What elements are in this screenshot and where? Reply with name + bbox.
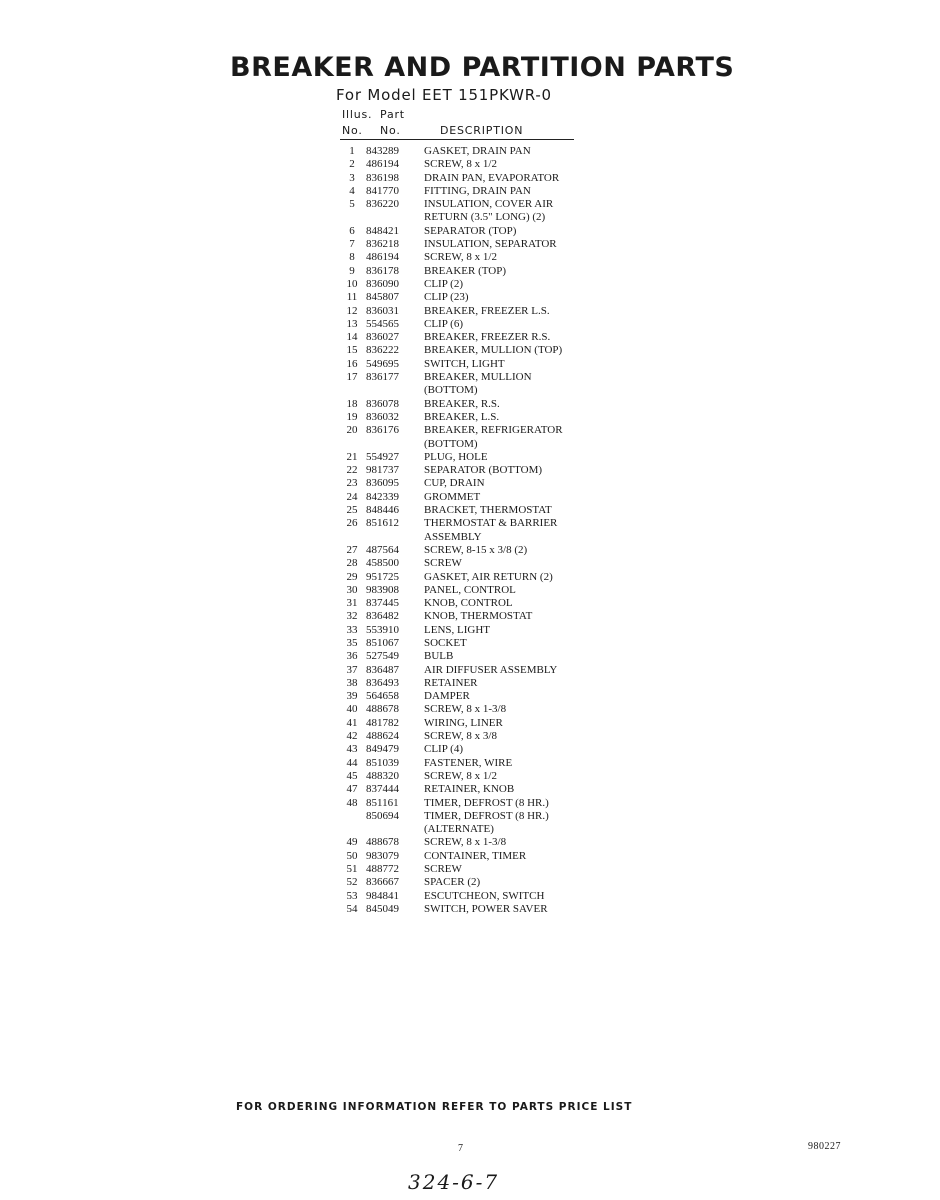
illus-no-cell: 28 bbox=[346, 557, 358, 570]
header-rule bbox=[340, 139, 574, 140]
part-no-cell: 564658 bbox=[366, 690, 399, 703]
description-cell: BREAKER, L.S. bbox=[424, 410, 500, 423]
illus-no-cell: 43 bbox=[346, 743, 358, 756]
table-row bbox=[340, 384, 640, 397]
description-cell: TIMER, DEFROST (8 HR.) bbox=[424, 809, 549, 822]
table-row bbox=[340, 544, 640, 557]
description-cell: RETAINER, KNOB bbox=[424, 783, 515, 796]
table-row bbox=[340, 810, 640, 823]
parts-table bbox=[340, 145, 640, 916]
part-no-cell: 984841 bbox=[366, 889, 399, 902]
table-row bbox=[340, 172, 640, 185]
description-cell: GASKET, AIR RETURN (2) bbox=[424, 570, 553, 583]
illus-no-cell: 9 bbox=[349, 264, 355, 277]
description-cell: ESCUTCHEON, SWITCH bbox=[424, 889, 545, 902]
part-no-cell: 836218 bbox=[366, 238, 399, 251]
description-cell: RETAINER bbox=[424, 676, 478, 689]
part-no-cell: 848446 bbox=[366, 504, 399, 517]
header-illus-no: No. bbox=[342, 124, 363, 137]
illus-no-cell: 40 bbox=[346, 703, 358, 716]
description-cell: BREAKER, R.S. bbox=[424, 397, 500, 410]
illus-no-cell: 22 bbox=[346, 464, 358, 477]
part-no-cell: 549695 bbox=[366, 357, 399, 370]
table-row bbox=[340, 797, 640, 810]
illus-no-cell: 5 bbox=[349, 198, 355, 211]
part-no-cell: 849479 bbox=[366, 743, 399, 756]
part-no-cell: 836027 bbox=[366, 331, 399, 344]
description-cell: PLUG, HOLE bbox=[424, 450, 488, 463]
part-no-cell: 486194 bbox=[366, 158, 399, 171]
illus-no-cell: 47 bbox=[346, 783, 358, 796]
illus-no-cell: 45 bbox=[346, 769, 358, 782]
description-cell: DRAIN PAN, EVAPORATOR bbox=[424, 171, 560, 184]
description-cell: BREAKER, MULLION (TOP) bbox=[424, 344, 563, 357]
part-no-cell: 836090 bbox=[366, 277, 399, 290]
description-cell: BREAKER, FREEZER R.S. bbox=[424, 331, 551, 344]
description-cell: WIRING, LINER bbox=[424, 716, 503, 729]
description-cell: GROMMET bbox=[424, 490, 481, 503]
description-cell: CLIP (2) bbox=[424, 277, 464, 290]
table-row bbox=[340, 557, 640, 570]
illus-no-cell: 38 bbox=[346, 676, 358, 689]
table-row bbox=[340, 411, 640, 424]
description-cell: ASSEMBLY bbox=[424, 530, 482, 543]
description-cell: SCREW, 8 x 1-3/8 bbox=[424, 703, 507, 716]
table-row bbox=[340, 158, 640, 171]
description-cell: (BOTTOM) bbox=[424, 437, 478, 450]
header-illus: Illus. bbox=[342, 108, 373, 121]
illus-no-cell: 51 bbox=[346, 863, 358, 876]
model-subtitle: For Model EET 151PKWR-0 bbox=[336, 86, 552, 104]
part-no-cell: 488320 bbox=[366, 769, 399, 782]
illus-no-cell: 16 bbox=[346, 357, 358, 370]
illus-no-cell: 30 bbox=[346, 583, 358, 596]
part-no-cell: 836031 bbox=[366, 304, 399, 317]
table-row bbox=[340, 451, 640, 464]
description-cell: SEPARATOR (BOTTOM) bbox=[424, 464, 543, 477]
part-no-cell: 488772 bbox=[366, 863, 399, 876]
part-no-cell: 836078 bbox=[366, 397, 399, 410]
description-cell: PANEL, CONTROL bbox=[424, 583, 516, 596]
table-row bbox=[340, 677, 640, 690]
table-row bbox=[340, 650, 640, 663]
part-no-cell bbox=[364, 531, 424, 544]
description-cell: SCREW bbox=[424, 557, 462, 570]
part-no-cell: 836176 bbox=[366, 424, 399, 437]
illus-no-cell: 52 bbox=[346, 876, 358, 889]
table-row bbox=[340, 477, 640, 490]
table-row bbox=[340, 783, 640, 796]
description-cell: KNOB, CONTROL bbox=[424, 597, 513, 610]
illus-no-cell: 53 bbox=[346, 889, 358, 902]
part-no-cell: 554927 bbox=[366, 450, 399, 463]
description-cell: SCREW, 8 x 1/2 bbox=[424, 158, 497, 171]
description-cell: FASTENER, WIRE bbox=[424, 756, 513, 769]
illus-no-cell: 26 bbox=[346, 517, 358, 530]
description-cell: THERMOSTAT & BARRIER bbox=[424, 517, 558, 530]
illus-no-cell: 15 bbox=[346, 344, 358, 357]
description-cell: SPACER (2) bbox=[424, 876, 481, 889]
description-cell: CLIP (4) bbox=[424, 743, 464, 756]
illus-no-cell: 29 bbox=[346, 570, 358, 583]
description-cell: BREAKER, FREEZER L.S. bbox=[424, 304, 550, 317]
description-cell: DAMPER bbox=[424, 690, 470, 703]
part-no-cell: 488678 bbox=[366, 703, 399, 716]
illus-no-cell: 20 bbox=[346, 424, 358, 437]
header-description: DESCRIPTION bbox=[440, 124, 524, 137]
part-no-cell: 851612 bbox=[366, 517, 399, 530]
table-row bbox=[340, 198, 640, 211]
description-cell: GASKET, DRAIN PAN bbox=[424, 145, 531, 157]
table-row bbox=[340, 331, 640, 344]
page-title: BREAKER AND PARTITION PARTS bbox=[230, 52, 735, 83]
description-cell: SCREW, 8 x 1/2 bbox=[424, 251, 497, 264]
table-row bbox=[340, 504, 640, 517]
table-row bbox=[340, 238, 640, 251]
table-row bbox=[340, 571, 640, 584]
table-row bbox=[340, 278, 640, 291]
illus-no-cell bbox=[340, 531, 364, 544]
illus-no-cell bbox=[340, 384, 364, 397]
description-cell: CUP, DRAIN bbox=[424, 477, 485, 490]
part-no-cell: 481782 bbox=[366, 716, 399, 729]
part-no-cell bbox=[364, 438, 424, 451]
illus-no-cell: 24 bbox=[346, 490, 358, 503]
table-row bbox=[340, 225, 640, 238]
table-row bbox=[340, 438, 640, 451]
table-row bbox=[340, 517, 640, 530]
illus-no-cell: 25 bbox=[346, 504, 358, 517]
illus-no-cell: 19 bbox=[346, 410, 358, 423]
page-number: 7 bbox=[458, 1143, 463, 1154]
table-row bbox=[340, 610, 640, 623]
description-cell: INSULATION, SEPARATOR bbox=[424, 238, 557, 251]
description-cell: CONTAINER, TIMER bbox=[424, 849, 527, 862]
description-cell: SCREW, 8 x 3/8 bbox=[424, 730, 497, 743]
table-row bbox=[340, 584, 640, 597]
part-no-cell: 836032 bbox=[366, 410, 399, 423]
header-part: Part bbox=[380, 108, 405, 121]
illus-no-cell: 2 bbox=[349, 158, 355, 171]
illus-no-cell bbox=[340, 211, 364, 224]
illus-no-cell: 41 bbox=[346, 716, 358, 729]
table-row bbox=[340, 265, 640, 278]
illus-no-cell: 49 bbox=[346, 836, 358, 849]
part-no-cell: 851161 bbox=[366, 796, 399, 809]
part-no-cell: 553910 bbox=[366, 623, 399, 636]
table-row bbox=[340, 624, 640, 637]
part-no-cell: 842339 bbox=[366, 490, 399, 503]
part-no-cell bbox=[364, 823, 424, 836]
illus-no-cell: 12 bbox=[346, 304, 358, 317]
table-row bbox=[340, 836, 640, 849]
description-cell: SCREW, 8 x 1/2 bbox=[424, 769, 497, 782]
table-row bbox=[340, 398, 640, 411]
table-row bbox=[340, 371, 640, 384]
description-cell: SEPARATOR (TOP) bbox=[424, 224, 517, 237]
illus-no-cell: 7 bbox=[349, 238, 355, 251]
illus-no-cell: 4 bbox=[349, 184, 355, 197]
part-no-cell: 836667 bbox=[366, 876, 399, 889]
table-row bbox=[340, 823, 640, 836]
part-no-cell: 836177 bbox=[366, 371, 399, 384]
illus-no-cell: 36 bbox=[346, 650, 358, 663]
part-no-cell: 836095 bbox=[366, 477, 399, 490]
table-row bbox=[340, 743, 640, 756]
description-cell: SCREW, 8 x 1-3/8 bbox=[424, 836, 507, 849]
illus-no-cell bbox=[340, 810, 364, 823]
part-no-cell: 951725 bbox=[366, 570, 399, 583]
description-cell: CLIP (6) bbox=[424, 317, 464, 330]
part-no-cell bbox=[364, 384, 424, 397]
part-no-cell: 848421 bbox=[366, 224, 399, 237]
table-row bbox=[340, 690, 640, 703]
table-row bbox=[340, 344, 640, 357]
illus-no-cell: 35 bbox=[346, 636, 358, 649]
part-no-cell: 841770 bbox=[366, 184, 399, 197]
table-row bbox=[340, 491, 640, 504]
table-row bbox=[340, 597, 640, 610]
part-no-cell: 843289 bbox=[366, 145, 399, 157]
part-no-cell: 836493 bbox=[366, 676, 399, 689]
illus-no-cell: 27 bbox=[346, 543, 358, 556]
part-no-cell: 486194 bbox=[366, 251, 399, 264]
illus-no-cell: 21 bbox=[346, 450, 358, 463]
description-cell: INSULATION, COVER AIR bbox=[424, 198, 554, 211]
illus-no-cell: 31 bbox=[346, 597, 358, 610]
table-row bbox=[340, 770, 640, 783]
table-row bbox=[340, 251, 640, 264]
description-cell: BULB bbox=[424, 650, 454, 663]
illus-no-cell: 42 bbox=[346, 730, 358, 743]
table-row bbox=[340, 757, 640, 770]
description-cell: LENS, LIGHT bbox=[424, 623, 490, 636]
handwritten-note: 324-6-7 bbox=[408, 1170, 500, 1194]
illus-no-cell: 48 bbox=[346, 796, 358, 809]
description-cell: RETURN (3.5" LONG) (2) bbox=[424, 211, 546, 224]
description-cell: SWITCH, LIGHT bbox=[424, 357, 505, 370]
part-no-cell: 554565 bbox=[366, 317, 399, 330]
illus-no-cell: 50 bbox=[346, 849, 358, 862]
part-no-cell: 845807 bbox=[366, 291, 399, 304]
description-cell: TIMER, DEFROST (8 HR.) bbox=[424, 796, 549, 809]
table-row bbox=[340, 890, 640, 903]
part-no-cell: 836220 bbox=[366, 198, 399, 211]
part-no-cell: 836178 bbox=[366, 264, 399, 277]
part-no-cell: 850694 bbox=[366, 809, 399, 822]
illus-no-cell: 13 bbox=[346, 317, 358, 330]
part-no-cell: 851039 bbox=[366, 756, 399, 769]
description-cell: SCREW, 8-15 x 3/8 (2) bbox=[424, 543, 528, 556]
illus-no-cell bbox=[340, 823, 364, 836]
part-no-cell: 837444 bbox=[366, 783, 399, 796]
illus-no-cell: 37 bbox=[346, 663, 358, 676]
table-row bbox=[340, 637, 640, 650]
table-row bbox=[340, 531, 640, 544]
illus-no-cell: 39 bbox=[346, 690, 358, 703]
part-no-cell: 527549 bbox=[366, 650, 399, 663]
part-no-cell: 983908 bbox=[366, 583, 399, 596]
illus-no-cell: 8 bbox=[349, 251, 355, 264]
table-row bbox=[340, 876, 640, 889]
part-no-cell: 488624 bbox=[366, 730, 399, 743]
table-row bbox=[340, 717, 640, 730]
table-row bbox=[340, 903, 640, 916]
illus-no-cell: 23 bbox=[346, 477, 358, 490]
illus-no-cell: 11 bbox=[346, 291, 358, 304]
table-row bbox=[340, 358, 640, 371]
table-row bbox=[340, 464, 640, 477]
table-row bbox=[340, 318, 640, 331]
part-no-cell: 981737 bbox=[366, 464, 399, 477]
description-cell: BREAKER, MULLION bbox=[424, 371, 532, 384]
header-part-no: No. bbox=[380, 124, 401, 137]
description-cell: BREAKER, REFRIGERATOR bbox=[424, 424, 563, 437]
part-no-cell: 845049 bbox=[366, 902, 399, 915]
part-no-cell: 836487 bbox=[366, 663, 399, 676]
illus-no-cell: 3 bbox=[349, 171, 355, 184]
part-no-cell: 836198 bbox=[366, 171, 399, 184]
description-cell: KNOB, THERMOSTAT bbox=[424, 610, 533, 623]
illus-no-cell: 32 bbox=[346, 610, 358, 623]
illus-no-cell: 1 bbox=[349, 145, 355, 157]
illus-no-cell: 6 bbox=[349, 224, 355, 237]
table-row bbox=[340, 211, 640, 224]
part-no-cell: 487564 bbox=[366, 543, 399, 556]
part-no-cell: 488678 bbox=[366, 836, 399, 849]
illus-no-cell: 44 bbox=[346, 756, 358, 769]
description-cell: CLIP (23) bbox=[424, 291, 469, 304]
description-cell: SOCKET bbox=[424, 636, 467, 649]
table-row bbox=[340, 703, 640, 716]
part-no-cell: 836222 bbox=[366, 344, 399, 357]
part-no-cell bbox=[364, 211, 424, 224]
table-row bbox=[340, 305, 640, 318]
description-cell: SWITCH, POWER SAVER bbox=[424, 902, 548, 915]
table-row bbox=[340, 863, 640, 876]
illus-no-cell: 18 bbox=[346, 397, 358, 410]
description-cell: FITTING, DRAIN PAN bbox=[424, 184, 531, 197]
description-cell: (ALTERNATE) bbox=[424, 823, 494, 836]
table-row bbox=[340, 730, 640, 743]
part-no-cell: 836482 bbox=[366, 610, 399, 623]
table-row bbox=[340, 145, 640, 158]
table-row bbox=[340, 424, 640, 437]
document-id: 980227 bbox=[808, 1141, 841, 1152]
illus-no-cell bbox=[340, 438, 364, 451]
table-row bbox=[340, 664, 640, 677]
description-cell: AIR DIFFUSER ASSEMBLY bbox=[424, 663, 558, 676]
part-no-cell: 851067 bbox=[366, 636, 399, 649]
description-cell: BREAKER (TOP) bbox=[424, 264, 506, 277]
table-row bbox=[340, 850, 640, 863]
illus-no-cell: 54 bbox=[346, 902, 358, 915]
part-no-cell: 458500 bbox=[366, 557, 399, 570]
description-cell: BRACKET, THERMOSTAT bbox=[424, 504, 552, 517]
illus-no-cell: 14 bbox=[346, 331, 358, 344]
illus-no-cell: 33 bbox=[346, 623, 358, 636]
part-no-cell: 837445 bbox=[366, 597, 399, 610]
illus-no-cell: 17 bbox=[346, 371, 358, 384]
part-no-cell: 983079 bbox=[366, 849, 399, 862]
description-cell: (BOTTOM) bbox=[424, 384, 478, 397]
description-cell: SCREW bbox=[424, 863, 462, 876]
table-row bbox=[340, 185, 640, 198]
table-row bbox=[340, 291, 640, 304]
ordering-note: FOR ORDERING INFORMATION REFER TO PARTS PRICE LIST bbox=[236, 1101, 633, 1113]
illus-no-cell: 10 bbox=[346, 277, 358, 290]
